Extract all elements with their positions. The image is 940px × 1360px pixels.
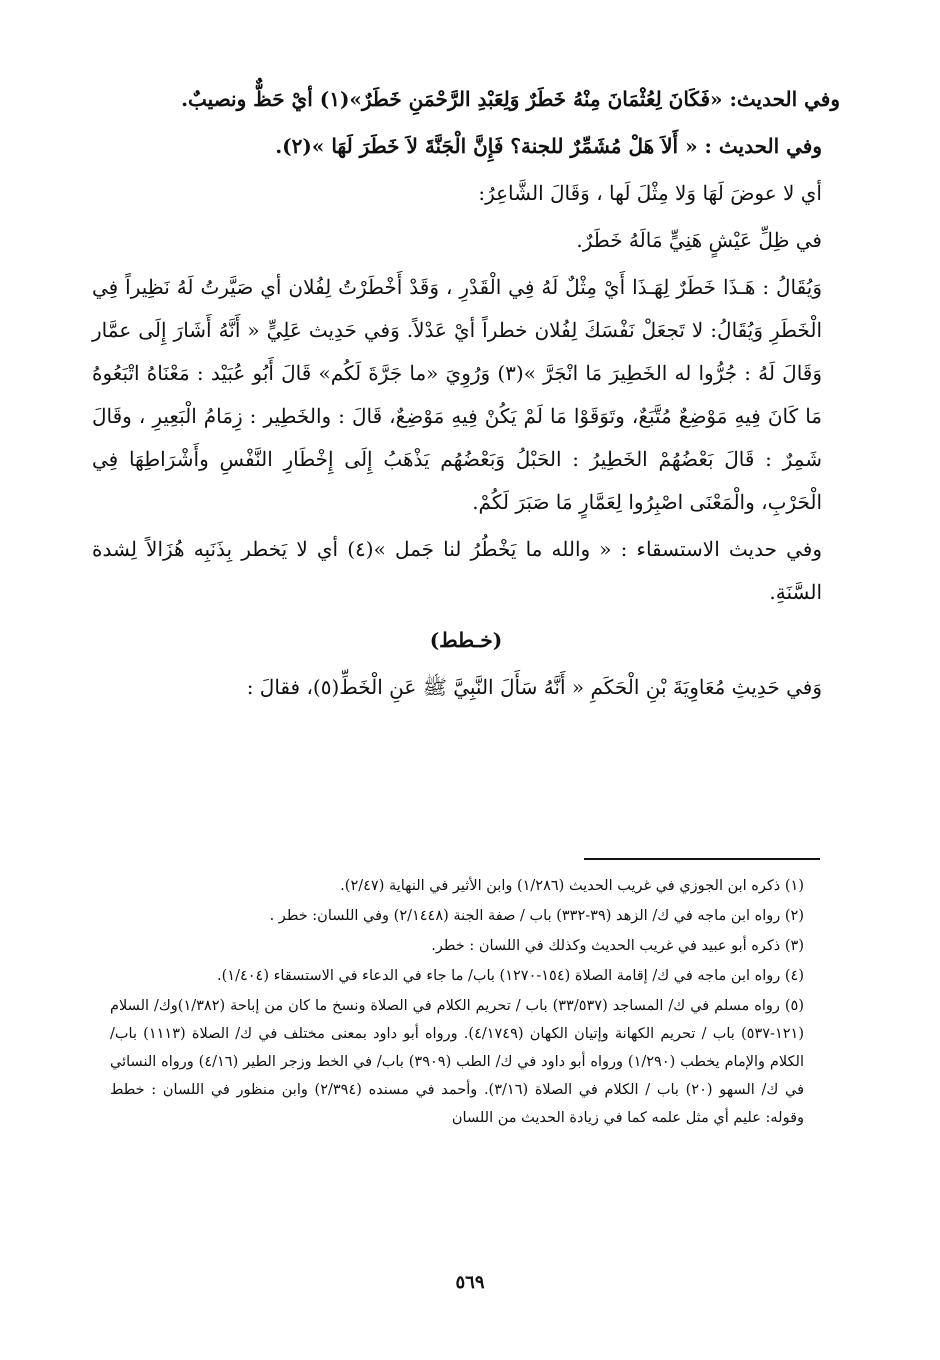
paragraph-explanation: أي لا عوضَ لَهَا وَلا مِثْلَ لَها ، وَقَالَ الشَّاعِرُ: xyxy=(478,181,822,205)
footnote-4: (٤) رواه ابن ماجه في ك/ إقامة الصلاة (١٥٤-١٢٧٠) باب/ ما جاء في الدعاء في الاستسقاء (١/٤٠٤). xyxy=(217,968,804,984)
section-heading: (خـطط) xyxy=(429,628,503,652)
footnote-3: (٣) ذكره أبو عبيد في غريب الحديث وكذلك في اللسان : خطر. xyxy=(431,938,804,954)
main-text xyxy=(92,78,840,709)
paragraph-muawiya: وَفي حَدِيثِ مُعَاوِيَةَ بْنِ الْحَكَمِ « أَنَّهُ سَأَلَ النَّبِيَّ ﷺ عَنِ الْخَطِّ(٥)، فقالَ : xyxy=(246,675,822,699)
footnote-5: (٥) رواه مسلم في ك/ المساجد (٣٣/٥٣٧) باب / تحريم الكلام في الصلاة ونسخ ما كان من إباحة (١/٣٨٢)وك/ السلام (١٢١-٥٣٧) باب / تحريم الكهانة وإتيان الكهان (٤/١٧٤٩). ورواه أبو داود بمعنى مختلف في ك/ الصلاة (١١١٣) باب/ الكلام والإمام يخطب (١/٢٩٠) ورواه أبو داود في ك/ الطب (٣٩٠٩) باب/ في الخط وزجر الطير (٤/١٦) ورواه النسائي في ك/ السهو (٢٠) باب / الكلام في الصلاة (٣/١٦). وأحمد في مسنده (٢/٣٩٤) وابن منظور في اللسان : خطط وقوله: عليم أي مثل علمه كما في زيادة الحديث من اللسان xyxy=(110,998,805,1126)
paragraph-istisqa: وفي حديث الاستسقاء : « والله ما يَخْطُرُ لنا جَمل »(٤) أي لا يَخطر بِذَنَبِه هُزَالاً لِشدة السَّنَةِ. xyxy=(92,537,822,604)
paragraph-khatar-meaning: وَيُقَالُ : هَـذَا خَطَرٌ لِهَـذَا أَيْ مِثْلٌ لَهُ فِي الْقَدْرِ ، وَقَدْ أَخْطَرْتُ لِفُلان أي صَيَّرتُ لَهُ نَظِيراً فِي الْخَطَرِ وَيُقَالُ: لا تَجعَلْ نَفْسَكَ لِفُلان خطراً أيْ عَدْلاً. وَفي حَدِيث عَلِيٍّ « أَنَّهُ أَشَارَ إِلَى عمَّار وَقَالَ لَهُ : جُرُّوا له الخَطِيرَ مَا انْجَرَّ »(٣) وَرُوِيَ «ما جَرَّةَ لَكُم» قَالَ أَبُو عُبَيْد : مَعْنَاهُ اتْبَعُوهُ مَا كَانَ فِيهِ مَوْضِعٌ مُتَّبَعٌ، وتَوَقَوْا مَا لَمْ يَكُنْ فِيهِ مَوْضِعٌ، قَالَ : والخَطِير : زِمَامُ الْبَعِيرِ ، وقَالَ شَمِرٌ : قَالَ بَعْضُهُمْ الخَطِيرُ : الحَبْلُ وَبَعْضُهُم يَذْهَبُ إِلَى إِخْطَارِ النَّفْسِ وأَشْرَاطِهَا فِي الْحَرْبِ، والْمَعْنَى اصْبِرُوا لِعَمَّارٍ مَا صَبَرَ لَكُمْ. xyxy=(92,275,823,514)
poetry-verse: في ظِلِّ عَيْشٍ هَنِيٍّ مَالَهُ خَطَرٌ. xyxy=(576,228,822,252)
paragraph-hadith-uthman: وفي الحديث: «فَكَانَ لِعُثْمَانَ مِنْهُ خَطَرٌ وَلِعَبْدِ الرَّحْمَنِ خَطَرٌ»(١) أيْ حَظٌّ ونصيبٌ. xyxy=(181,87,840,111)
page-number: ٥٦٩ xyxy=(455,1272,485,1293)
footnote-1: (١) ذكره ابن الجوزي في غريب الحديث (١/٢٨٦) وابن الأثير في النهاية (٢/٤٧). xyxy=(340,878,804,894)
footnotes xyxy=(110,872,820,1134)
footnote-divider xyxy=(584,858,820,860)
paragraph-hadith-jannah: وفي الحديث : « أَلاَ هَلْ مُشَمِّرٌ للجنة؟ فَإِنَّ الْجَنَّةَ لاَ خَطَرَ لَهَا »(٢). xyxy=(275,134,822,158)
footnote-2: (٢) رواه ابن ماجه في ك/ الزهد (٣٩-٣٣٢) باب / صفة الجنة (٢/١٤٤٨) وفي اللسان: خطر . xyxy=(269,908,804,924)
